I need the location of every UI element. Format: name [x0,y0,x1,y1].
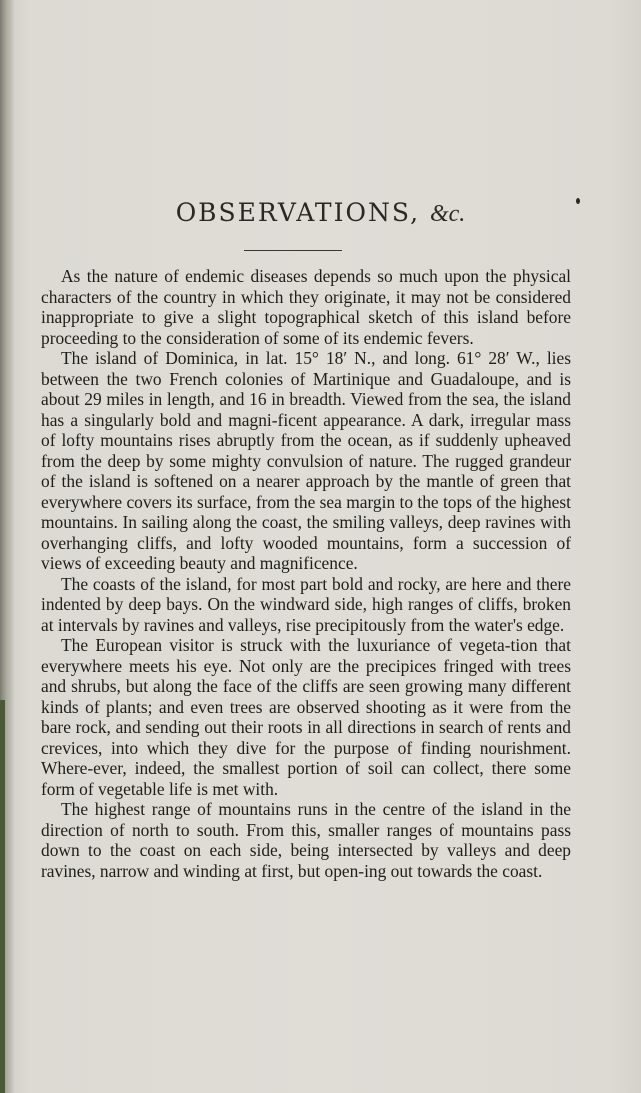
heading-title: OBSERVATIONS, [175,198,421,227]
paragraph-1: As the nature of endemic diseases depends so much upon the physical characters of the country in which they originate, it may not be considered inappropriate to give a slight topographical sketch of this island before proceeding to the consideration of some of its endemic fevers. [41,266,571,348]
ink-speck [576,198,580,204]
heading-suffix: &c. [429,201,466,227]
binding-shadow [0,700,5,1093]
paragraph-2: The island of Dominica, in lat. 15° 18′ N., and long. 61° 28′ W., lies between the two French colonies of Martinique and Guadaloupe, and is about 29 miles in length, and 16 in breadth. Viewed from the sea, the island has a singularly bold and magni-ficent appearance. A dark, irregular mass of lofty mountains rises abruptly from the ocean, as if suddenly upheaved from the deep by some mighty convulsion of nature. The rugged grandeur of the island is softened on a nearer approach by the mantle of green that everywhere covers its surface, from the sea margin to the tops of the highest mountains. In sailing along the coast, the smiling valleys, deep ravines with overhanging cliffs, and lofty wooded mountains, form a succession of views of exceeding beauty and magnificence. [41,348,571,573]
paragraph-5: The highest range of mountains runs in the centre of the island in the direction of north to south. From this, smaller ranges of mountains pass down to the coast on each side, being intersected by valleys and deep ravines, narrow and winding at first, but open-ing out towards the coast. [41,799,571,881]
paragraph-3: The coasts of the island, for most part bold and rocky, are here and there indented by deep bays. On the windward side, high ranges of cliffs, broken at intervals by ravines and valleys, rise precipitously from the water's edge. [41,573,571,635]
body-text [41,266,571,881]
page-heading [0,198,641,228]
heading-rule [244,250,342,251]
paragraph-4: The European visitor is struck with the luxuriance of vegeta-tion that everywhere meets his eye. Not only are the precipices fringed with trees and shrubs, but along the face of the cliffs are seen growing many different kinds of plants; and even trees are observed shooting as it were from the bare rock, and sending out their roots in all directions in search of rents and crevices, into which they dive for the purpose of finding nourishment. Where-ever, indeed, the smallest portion of soil can collect, there some form of vegetable life is met with. [41,635,571,799]
